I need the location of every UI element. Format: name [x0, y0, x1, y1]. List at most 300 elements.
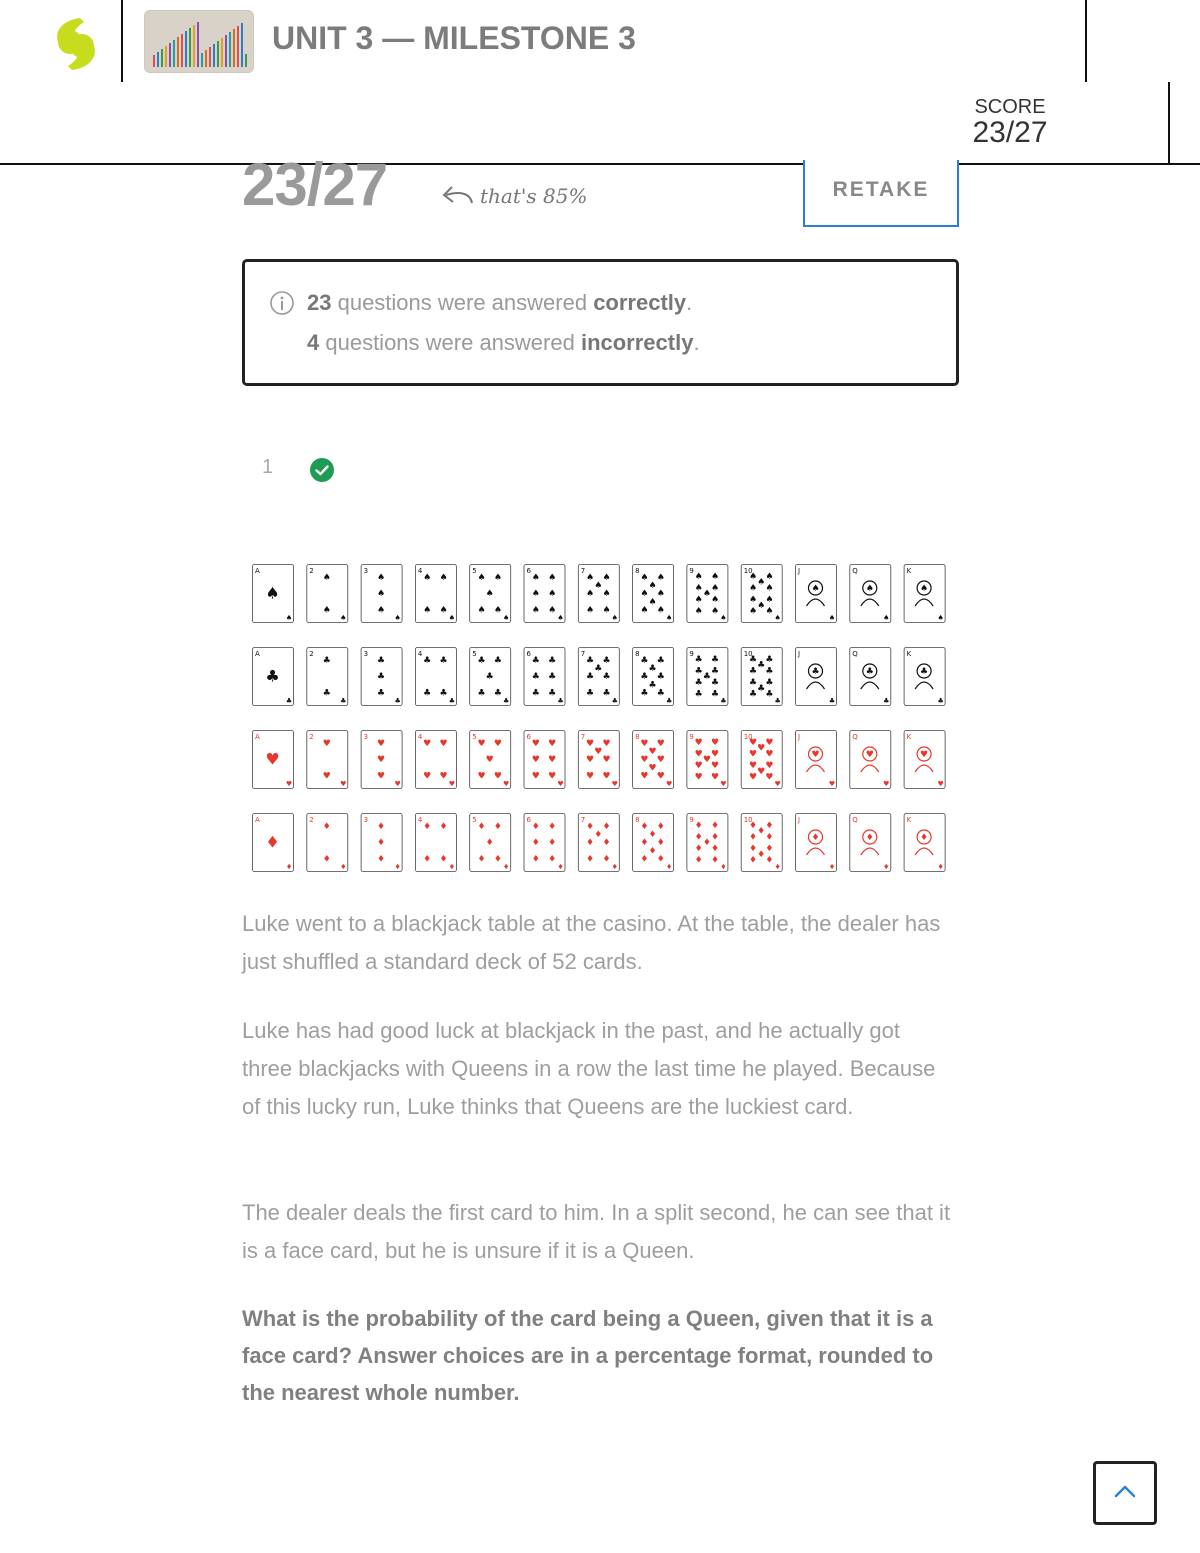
- svg-text:♠: ♠: [594, 581, 603, 592]
- svg-text:♥: ♥: [602, 738, 611, 749]
- svg-text:9: 9: [689, 567, 694, 575]
- card-10-of-diamonds: [741, 814, 782, 872]
- svg-text:♥: ♥: [322, 738, 331, 749]
- svg-text:6: 6: [526, 733, 531, 741]
- svg-text:♦: ♦: [665, 863, 673, 871]
- correct-summary: [307, 290, 692, 316]
- svg-text:♦: ♦: [594, 830, 603, 841]
- svg-text:♦: ♦: [322, 821, 331, 832]
- svg-text:♦: ♦: [340, 863, 347, 871]
- svg-text:K: K: [906, 650, 912, 658]
- svg-text:♦: ♦: [586, 821, 595, 832]
- svg-text:A: A: [255, 816, 260, 824]
- svg-text:♥: ♥: [811, 750, 820, 760]
- svg-text:♥: ♥: [377, 738, 386, 749]
- svg-text:♥: ♥: [394, 780, 401, 788]
- incorrect-word: incorrectly: [580, 330, 694, 355]
- card-8-of-hearts: [633, 731, 674, 789]
- svg-text:♦: ♦: [548, 854, 557, 865]
- svg-text:♦: ♦: [748, 843, 758, 854]
- question-paragraph: The dealer deals the first card to him. In a split second, he can see that it is a face card, but he is unsure if it is a Queen.: [242, 1200, 951, 1263]
- svg-text:♠: ♠: [640, 572, 649, 583]
- svg-text:♠: ♠: [548, 572, 557, 583]
- score-label: SCORE: [974, 96, 1046, 118]
- svg-text:♥: ♥: [448, 780, 456, 788]
- svg-text:♠: ♠: [757, 577, 766, 588]
- card-K-of-spades: [904, 565, 945, 623]
- svg-text:♣: ♣: [694, 689, 703, 700]
- svg-text:♥: ♥: [665, 780, 673, 788]
- svg-text:♦: ♦: [477, 854, 486, 865]
- card-4-of-spades: [415, 565, 456, 623]
- svg-text:♦: ♦: [656, 838, 665, 849]
- svg-text:♣: ♣: [377, 655, 386, 666]
- card-5-of-hearts: [470, 731, 511, 789]
- svg-text:♦: ♦: [485, 838, 494, 849]
- svg-text:♦: ♦: [285, 863, 293, 871]
- svg-text:♥: ♥: [711, 749, 720, 760]
- svg-text:♠: ♠: [765, 606, 774, 617]
- info-icon: [269, 290, 295, 316]
- svg-text:♠: ♠: [439, 572, 448, 583]
- sophia-logo-icon[interactable]: [50, 16, 102, 72]
- svg-text:10: 10: [743, 650, 753, 658]
- svg-text:♣: ♣: [865, 667, 874, 677]
- svg-text:♥: ♥: [477, 771, 486, 782]
- svg-text:♣: ♣: [640, 655, 649, 666]
- svg-text:♣: ♣: [548, 688, 557, 699]
- svg-text:8: 8: [635, 816, 640, 824]
- svg-text:♣: ♣: [748, 666, 758, 677]
- svg-text:♥: ♥: [757, 743, 766, 754]
- question-paragraph: Luke went to a blackjack table at the casino. At the table, the dealer has just shuffled a standard deck of 52 cards.: [242, 911, 941, 974]
- svg-text:♥: ♥: [602, 755, 611, 766]
- svg-text:♥: ♥: [748, 772, 758, 783]
- svg-text:♥: ♥: [648, 747, 657, 758]
- svg-text:♠: ♠: [937, 614, 944, 622]
- svg-text:♥: ♥: [485, 755, 494, 766]
- svg-text:♥: ♥: [937, 780, 944, 788]
- correct-word: correctly: [593, 290, 687, 315]
- svg-text:♦: ♦: [656, 821, 665, 832]
- svg-text:7: 7: [580, 650, 586, 658]
- svg-text:♠: ♠: [477, 572, 486, 583]
- card-K-of-clubs: [904, 648, 945, 706]
- svg-text:♥: ♥: [640, 771, 649, 782]
- svg-text:8: 8: [635, 567, 640, 575]
- svg-text:♦: ♦: [377, 821, 386, 832]
- svg-text:♣: ♣: [548, 672, 557, 683]
- unit-title: UNIT 3 — MILESTONE 3: [272, 20, 636, 56]
- svg-text:♣: ♣: [377, 688, 386, 699]
- svg-text:♣: ♣: [423, 688, 432, 699]
- card-7-of-diamonds: [578, 814, 619, 872]
- svg-text:♣: ♣: [477, 688, 486, 699]
- svg-text:♣: ♣: [656, 688, 665, 699]
- check-circle-icon: [309, 457, 335, 483]
- period: .: [686, 290, 693, 315]
- svg-text:♣: ♣: [711, 654, 720, 665]
- svg-text:♠: ♠: [322, 605, 331, 616]
- svg-text:♥: ♥: [423, 738, 432, 749]
- svg-text:♥: ♥: [757, 766, 766, 777]
- card-9-of-spades: [687, 565, 728, 623]
- svg-text:10: 10: [743, 567, 753, 575]
- card-A-of-diamonds: [253, 814, 294, 872]
- svg-text:♣: ♣: [322, 688, 331, 699]
- svg-text:♥: ♥: [285, 780, 293, 788]
- svg-text:♣: ♣: [765, 689, 774, 700]
- svg-text:♣: ♣: [439, 688, 448, 699]
- svg-text:7: 7: [580, 733, 586, 741]
- svg-text:♦: ♦: [748, 820, 758, 831]
- card-5-of-spades: [470, 565, 511, 623]
- svg-text:♣: ♣: [757, 683, 766, 694]
- svg-text:♥: ♥: [377, 755, 386, 766]
- card-4-of-hearts: [415, 731, 456, 789]
- card-4-of-clubs: [415, 648, 456, 706]
- svg-text:♦: ♦: [765, 855, 774, 866]
- card-2-of-clubs: [307, 648, 348, 706]
- svg-text:♣: ♣: [765, 654, 774, 665]
- svg-text:♦: ♦: [865, 833, 874, 843]
- svg-text:♣: ♣: [640, 672, 649, 683]
- svg-text:♠: ♠: [748, 594, 758, 605]
- svg-text:3: 3: [363, 733, 369, 741]
- svg-text:♣: ♣: [485, 672, 494, 683]
- svg-text:♠: ♠: [748, 583, 758, 594]
- svg-text:♣: ♣: [557, 697, 564, 705]
- svg-text:♠: ♠: [702, 589, 711, 600]
- svg-text:♣: ♣: [548, 655, 557, 666]
- svg-text:♠: ♠: [448, 614, 456, 622]
- svg-text:♥: ♥: [548, 771, 557, 782]
- svg-text:♦: ♦: [377, 854, 386, 865]
- svg-text:♣: ♣: [711, 689, 720, 700]
- svg-text:♠: ♠: [548, 605, 557, 616]
- svg-text:7: 7: [580, 816, 586, 824]
- svg-text:♦: ♦: [937, 863, 944, 871]
- svg-text:♦: ♦: [493, 821, 502, 832]
- svg-text:♦: ♦: [883, 863, 890, 871]
- card-Q-of-spades: [850, 565, 891, 623]
- svg-text:Q: Q: [852, 733, 858, 741]
- chevron-up-icon: [1113, 1482, 1137, 1502]
- svg-text:♠: ♠: [503, 614, 510, 622]
- svg-text:♦: ♦: [477, 821, 486, 832]
- card-9-of-clubs: [687, 648, 728, 706]
- svg-text:♣: ♣: [340, 697, 347, 705]
- svg-text:♠: ♠: [694, 571, 703, 582]
- svg-text:6: 6: [526, 816, 531, 824]
- svg-text:♠: ♠: [557, 614, 564, 622]
- svg-text:♦: ♦: [757, 849, 766, 860]
- svg-text:♥: ♥: [640, 738, 649, 749]
- svg-text:♦: ♦: [920, 833, 929, 843]
- svg-text:♣: ♣: [765, 677, 774, 688]
- svg-text:♦: ♦: [602, 821, 611, 832]
- course-thumbnail: [144, 10, 254, 73]
- svg-text:♥: ♥: [765, 749, 774, 760]
- card-8-of-spades: [633, 565, 674, 623]
- score-value: 23/27: [972, 116, 1048, 149]
- svg-text:♥: ♥: [883, 780, 890, 788]
- svg-text:♦: ♦: [557, 863, 564, 871]
- svg-text:♥: ♥: [322, 771, 331, 782]
- svg-text:♥: ♥: [531, 755, 540, 766]
- svg-text:♠: ♠: [656, 589, 665, 600]
- svg-text:♦: ♦: [811, 833, 820, 843]
- svg-text:♠: ♠: [711, 606, 720, 617]
- card-4-of-diamonds: [415, 814, 456, 872]
- svg-text:♥: ♥: [493, 738, 502, 749]
- svg-text:♣: ♣: [503, 697, 510, 705]
- svg-text:♠: ♠: [665, 614, 673, 622]
- header-divider-left: [121, 0, 123, 82]
- svg-text:♦: ♦: [493, 854, 502, 865]
- card-7-of-clubs: [578, 648, 619, 706]
- svg-text:K: K: [906, 567, 912, 575]
- card-10-of-clubs: [741, 648, 782, 706]
- svg-text:♣: ♣: [602, 655, 611, 666]
- svg-text:♣: ♣: [656, 672, 665, 683]
- svg-text:♠: ♠: [720, 614, 727, 622]
- svg-text:7: 7: [580, 567, 586, 575]
- svg-text:♣: ♣: [531, 655, 540, 666]
- svg-text:♥: ♥: [711, 737, 720, 748]
- svg-text:♣: ♣: [377, 672, 386, 683]
- svg-text:♥: ♥: [748, 760, 758, 771]
- svg-text:♦: ♦: [531, 854, 540, 865]
- svg-text:♣: ♣: [493, 655, 502, 666]
- svg-text:♦: ♦: [377, 838, 386, 849]
- svg-text:9: 9: [689, 733, 694, 741]
- svg-text:♣: ♣: [883, 697, 890, 705]
- svg-text:♠: ♠: [439, 605, 448, 616]
- svg-text:♦: ♦: [711, 832, 720, 843]
- svg-text:♠: ♠: [602, 589, 611, 600]
- card-3-of-spades: [361, 565, 402, 623]
- svg-text:♦: ♦: [394, 863, 401, 871]
- card-5-of-diamonds: [470, 814, 511, 872]
- svg-text:♥: ♥: [720, 780, 727, 788]
- svg-text:♠: ♠: [828, 614, 836, 622]
- svg-text:♣: ♣: [531, 688, 540, 699]
- svg-text:♥: ♥: [503, 780, 510, 788]
- svg-text:♠: ♠: [640, 589, 649, 600]
- svg-text:A: A: [255, 733, 260, 741]
- retake-button[interactable]: RETAKE: [803, 160, 959, 227]
- svg-text:♣: ♣: [322, 655, 331, 666]
- card-8-of-diamonds: [633, 814, 674, 872]
- svg-text:♦: ♦: [656, 854, 665, 865]
- svg-text:2: 2: [309, 650, 314, 658]
- svg-text:♦: ♦: [439, 821, 448, 832]
- svg-text:♠: ♠: [694, 606, 703, 617]
- svg-text:♣: ♣: [694, 654, 703, 665]
- card-5-of-clubs: [470, 648, 511, 706]
- svg-text:♠: ♠: [611, 614, 618, 622]
- svg-text:♥: ♥: [265, 749, 280, 769]
- svg-text:♣: ♣: [493, 688, 502, 699]
- svg-text:♥: ♥: [531, 771, 540, 782]
- svg-text:Q: Q: [852, 567, 858, 575]
- correct-text: questions were answered: [331, 290, 594, 315]
- svg-text:♦: ♦: [586, 838, 595, 849]
- header-divider-right: [1085, 0, 1087, 82]
- svg-text:♦: ♦: [711, 855, 720, 866]
- svg-text:♦: ♦: [648, 830, 657, 841]
- svg-text:♥: ♥: [493, 771, 502, 782]
- question-paragraph: Luke has had good luck at blackjack in the past, and he actually got three blackjacks with Queens in a row the last time he played. Because of this lucky run, Luke thinks that Queens are the luckiest card.: [242, 1018, 936, 1119]
- card-2-of-diamonds: [307, 814, 348, 872]
- card-6-of-spades: [524, 565, 565, 623]
- svg-text:♥: ♥: [656, 755, 665, 766]
- incorrect-count: 4: [307, 330, 320, 355]
- svg-text:♥: ♥: [477, 738, 486, 749]
- svg-text:♠: ♠: [586, 589, 595, 600]
- card-9-of-diamonds: [687, 814, 728, 872]
- card-K-of-hearts: [904, 731, 945, 789]
- card-J-of-diamonds: [796, 814, 837, 872]
- svg-text:♥: ♥: [586, 755, 595, 766]
- card-K-of-diamonds: [904, 814, 945, 872]
- card-J-of-clubs: [796, 648, 837, 706]
- svg-text:♦: ♦: [448, 863, 456, 871]
- svg-text:♣: ♣: [811, 667, 820, 677]
- svg-text:♣: ♣: [611, 697, 618, 705]
- card-7-of-hearts: [578, 731, 619, 789]
- svg-text:♦: ♦: [765, 843, 774, 854]
- svg-text:♦: ♦: [720, 863, 727, 871]
- svg-text:♦: ♦: [748, 832, 758, 843]
- svg-text:♦: ♦: [503, 863, 510, 871]
- svg-text:♣: ♣: [448, 697, 456, 705]
- svg-text:♦: ♦: [765, 832, 774, 843]
- svg-text:♦: ♦: [439, 854, 448, 865]
- svg-text:♠: ♠: [493, 605, 502, 616]
- card-deck-image: [252, 564, 952, 876]
- svg-text:6: 6: [526, 567, 531, 575]
- svg-text:♠: ♠: [640, 605, 649, 616]
- svg-text:♥: ♥: [920, 750, 929, 760]
- svg-text:8: 8: [635, 650, 640, 658]
- svg-text:♦: ♦: [322, 854, 331, 865]
- card-6-of-clubs: [524, 648, 565, 706]
- svg-text:♣: ♣: [477, 655, 486, 666]
- svg-text:♥: ♥: [702, 755, 711, 766]
- svg-text:♦: ♦: [531, 821, 540, 832]
- svg-text:9: 9: [689, 650, 694, 658]
- svg-text:♣: ♣: [640, 688, 649, 699]
- card-3-of-clubs: [361, 648, 402, 706]
- svg-text:♣: ♣: [285, 697, 293, 705]
- svg-text:♥: ♥: [656, 771, 665, 782]
- big-score: 23/27: [242, 151, 388, 218]
- svg-text:♠: ♠: [602, 572, 611, 583]
- card-A-of-clubs: [253, 648, 294, 706]
- svg-text:♠: ♠: [531, 572, 540, 583]
- svg-text:♥: ♥: [648, 763, 657, 774]
- svg-text:♥: ♥: [594, 747, 603, 758]
- svg-text:♦: ♦: [711, 843, 720, 854]
- svg-text:♥: ♥: [340, 780, 347, 788]
- svg-text:♦: ♦: [531, 838, 540, 849]
- correct-count: 23: [307, 290, 332, 315]
- svg-text:♠: ♠: [394, 614, 401, 622]
- svg-text:♠: ♠: [694, 594, 703, 605]
- svg-text:♣: ♣: [648, 680, 657, 691]
- svg-text:♦: ♦: [765, 820, 774, 831]
- svg-text:♥: ♥: [865, 750, 874, 760]
- svg-text:♠: ♠: [883, 614, 890, 622]
- svg-text:♥: ♥: [694, 760, 703, 771]
- svg-text:♣: ♣: [656, 655, 665, 666]
- svg-text:K: K: [906, 816, 912, 824]
- svg-text:♠: ♠: [493, 572, 502, 583]
- svg-text:♦: ♦: [694, 820, 703, 831]
- svg-text:♠: ♠: [485, 589, 494, 600]
- svg-text:♣: ♣: [774, 697, 781, 705]
- score-divider: [1168, 82, 1170, 165]
- svg-text:♣: ♣: [828, 697, 836, 705]
- svg-text:8: 8: [635, 733, 640, 741]
- svg-text:10: 10: [743, 816, 753, 824]
- svg-text:J: J: [798, 816, 801, 824]
- svg-text:Q: Q: [852, 816, 858, 824]
- scroll-to-top-button[interactable]: [1093, 1461, 1157, 1525]
- svg-text:♠: ♠: [774, 614, 781, 622]
- svg-text:♠: ♠: [711, 571, 720, 582]
- svg-text:♦: ♦: [640, 854, 649, 865]
- svg-text:♠: ♠: [765, 583, 774, 594]
- card-8-of-clubs: [633, 648, 674, 706]
- svg-text:♣: ♣: [694, 666, 703, 677]
- svg-text:♦: ♦: [423, 821, 432, 832]
- svg-text:♠: ♠: [711, 594, 720, 605]
- svg-text:♣: ♣: [586, 655, 595, 666]
- svg-text:♥: ♥: [694, 749, 703, 760]
- svg-text:2: 2: [309, 816, 314, 824]
- svg-text:♠: ♠: [586, 572, 595, 583]
- svg-text:♣: ♣: [920, 667, 929, 677]
- incorrect-summary: [307, 330, 700, 356]
- svg-text:♣: ♣: [602, 688, 611, 699]
- svg-text:♥: ♥: [711, 760, 720, 771]
- svg-text:♥: ♥: [602, 771, 611, 782]
- card-6-of-hearts: [524, 731, 565, 789]
- svg-text:♠: ♠: [377, 605, 386, 616]
- svg-text:5: 5: [472, 650, 477, 658]
- svg-text:♥: ♥: [439, 738, 448, 749]
- svg-text:♠: ♠: [531, 605, 540, 616]
- card-10-of-spades: [741, 565, 782, 623]
- svg-text:♥: ♥: [377, 771, 386, 782]
- card-Q-of-diamonds: [850, 814, 891, 872]
- svg-text:♣: ♣: [711, 666, 720, 677]
- svg-text:4: 4: [417, 733, 423, 741]
- svg-text:♣: ♣: [594, 664, 603, 675]
- svg-text:♥: ♥: [439, 771, 448, 782]
- svg-text:♣: ♣: [423, 655, 432, 666]
- question-prompt: What is the probability of the card being a Queen, given that it is a face card? Answer choices are in a percentage format, rounded to the nearest whole number.: [242, 1306, 934, 1405]
- svg-text:♥: ♥: [586, 771, 595, 782]
- card-10-of-hearts: [741, 731, 782, 789]
- svg-text:♠: ♠: [748, 606, 758, 617]
- svg-text:♦: ♦: [711, 820, 720, 831]
- percent-note: that's 85%: [480, 184, 588, 208]
- svg-text:♥: ♥: [640, 755, 649, 766]
